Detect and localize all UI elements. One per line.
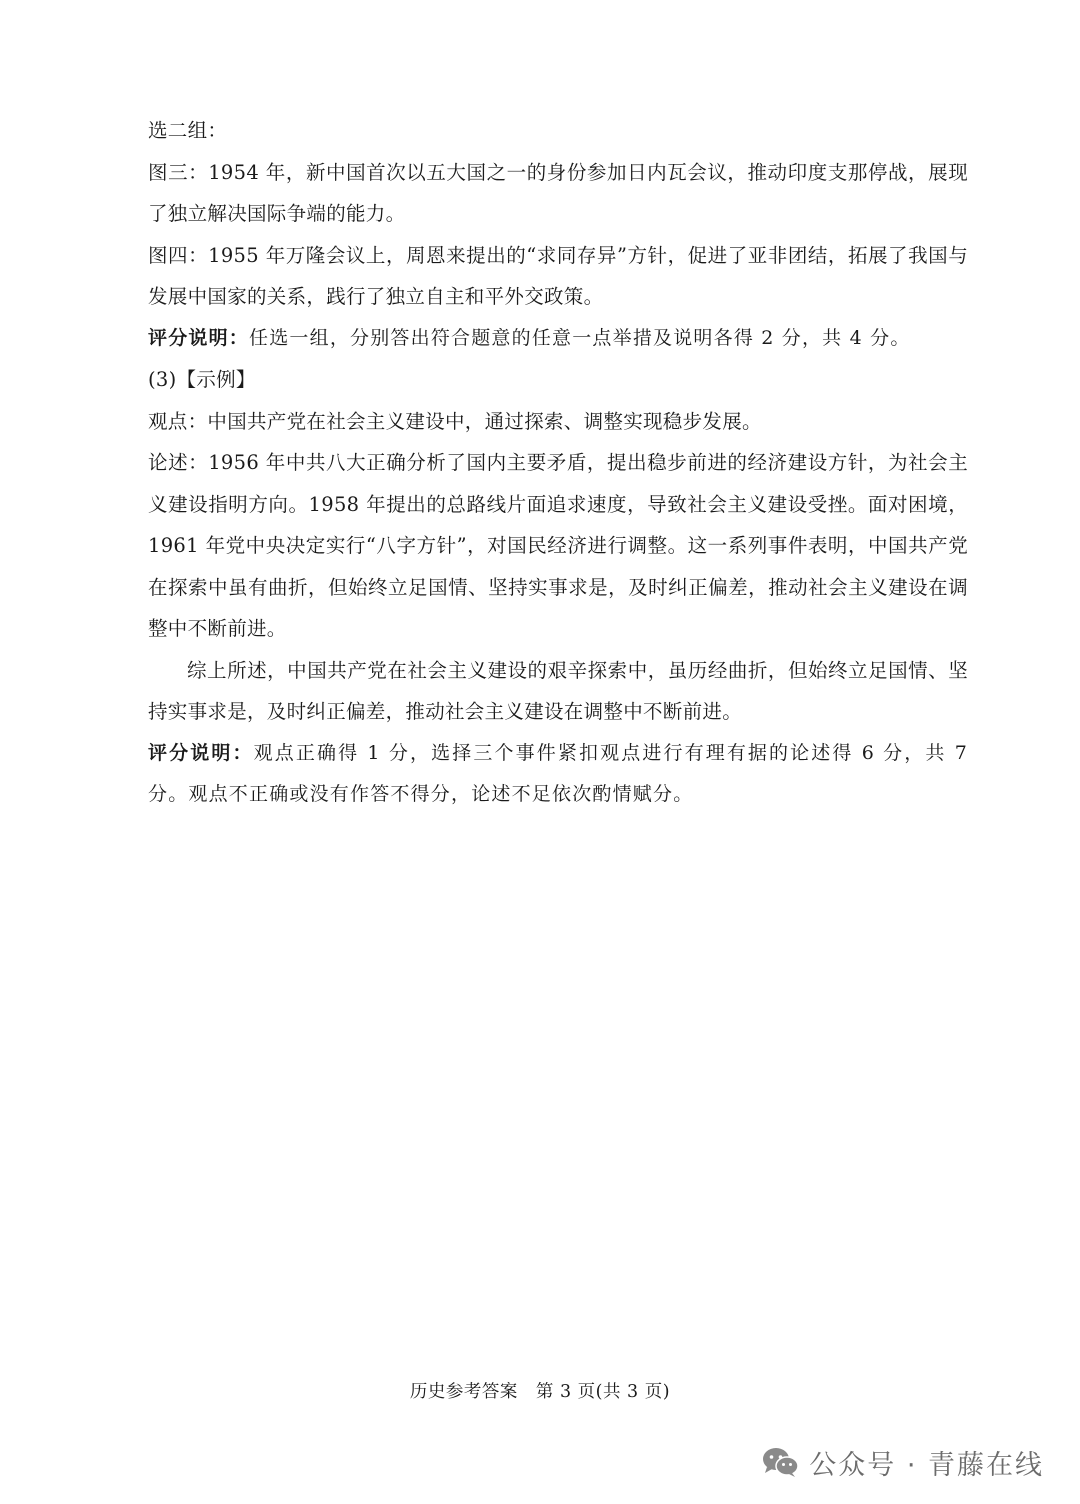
answer-content bbox=[148, 110, 968, 816]
wechat-icon bbox=[761, 1446, 799, 1478]
argument: 论述：1956 年中共八大正确分析了国内主要矛盾，提出稳步前进的经济建设方针，为社会主义建设指明方向。1958 年提出的总路线片面追求速度，导致社会主义建设受挫。面对困境，1961 年党中央决定实行“八字方针”，对国民经济进行调整。这一系列事件表明，中国共产党在探索中虽有曲折，但始终立足国情、坚持实事求是，及时纠正偏差，推动社会主义建设在调整中不断前进。 bbox=[148, 451, 968, 640]
scoring-note-1 bbox=[148, 318, 968, 360]
watermark bbox=[761, 1438, 1044, 1486]
watermark-text: 公众号 · 青藤在线 bbox=[809, 1449, 1044, 1481]
conclusion: 综上所述，中国共产党在社会主义建设的艰辛探索中，虽历经曲折，但始终立足国情、坚持实事求是，及时纠正偏差，推动社会主义建设在调整中不断前进。 bbox=[148, 658, 968, 723]
viewpoint: 观点：中国共产党在社会主义建设中，通过探索、调整实现稳步发展。 bbox=[148, 409, 762, 433]
scoring-text: 任选一组，分别答出符合题意的任意一点举措及说明各得 2 分，共 4 分。 bbox=[249, 326, 911, 349]
example-heading: (3)【示例】 bbox=[148, 368, 256, 391]
page-footer: 历史参考答案 第 3 页(共 3 页) bbox=[409, 1382, 671, 1402]
scoring-text: 观点正确得 1 分，选择三个事件紧扣观点进行有理有据的论述得 6 分，共 7 分。观点不正确或没有作答不得分，论述不足依次酌情赋分。 bbox=[148, 741, 968, 805]
scoring-label: 评分说明： bbox=[148, 326, 250, 349]
group-heading: 选二组： bbox=[148, 119, 228, 142]
scoring-note-2 bbox=[148, 733, 968, 816]
scoring-label: 评分说明： bbox=[148, 741, 254, 764]
figure-three-answer: 图三：1954 年，新中国首次以五大国之一的身份参加日内瓦会议，推动印度支那停战，展现了独立解决国际争端的能力。 bbox=[148, 160, 968, 225]
figure-four-answer: 图四：1955 年万隆会议上，周恩来提出的“求同存异”方针，促进了亚非团结，拓展了我国与发展中国家的关系，践行了独立自主和平外交政策。 bbox=[148, 243, 968, 308]
